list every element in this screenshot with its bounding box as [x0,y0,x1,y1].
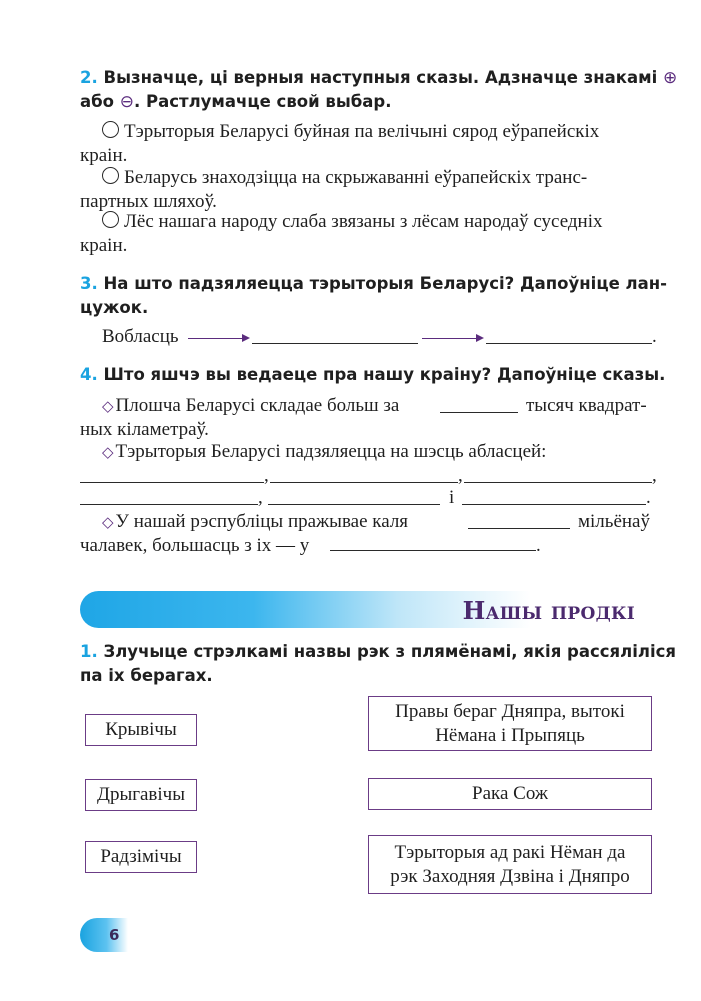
task3-number: 3. [80,274,98,293]
task2-item-3 [102,210,658,234]
dot-2: . [536,535,541,556]
task4-sentence-1a [102,394,399,418]
and-word: і [449,487,455,508]
place-box-1[interactable] [368,696,652,751]
task2-item-3-line1: Лёс нашага народу слаба звязаны з лёсам народаў суседніх [124,211,603,232]
task4-s3-c: чалавек, большасць з іх — у [80,535,310,556]
place-1-line2: Нёмана і Прыпяць [435,724,585,746]
place-2-line1: Рака Сож [472,783,548,804]
task2-item-3-line2: краін. [80,235,128,256]
page-number: 6 [109,926,120,944]
page-number-tab [80,918,128,952]
task4-sentence-2 [102,440,546,464]
task2-item-2-line1: Беларусь знаходзіцца на скрыжаванні еўрапейскіх транс- [124,167,588,188]
chain-end-dot: . [652,326,657,347]
city-blank[interactable] [330,550,536,551]
region-blank-2[interactable] [270,482,458,483]
task2-text-line1: Вызначце, ці верныя наступныя сказы. Адзначце знакамі [103,68,658,87]
chain-blank-2[interactable] [486,343,652,344]
comma-1: , [264,465,269,486]
task2-item-1-line2: краін. [80,145,128,166]
dot-1: . [646,487,651,508]
comma-2: , [458,465,463,486]
section-title: Нашы продкі [462,596,635,625]
task2-question [80,66,677,90]
place-box-3[interactable] [368,835,652,894]
region-blank-1[interactable] [80,482,264,483]
chain-blank-1[interactable] [252,343,418,344]
task2-text-line2-a: або [80,92,114,111]
area-blank[interactable] [440,412,518,413]
answer-circle-3[interactable] [102,211,119,228]
task4-s2: Тэрыторыя Беларусі падзяляецца на шэсць абласцей: [115,441,547,462]
region-blank-6[interactable] [462,504,646,505]
tribe-label-1: Крывічы [105,719,177,740]
task2-number: 2. [80,68,98,87]
task3-text-line2: цужок. [80,298,149,317]
tribe-label-2: Дрыгавічы [96,784,186,805]
place-3-line2: рэк Заходняя Дзвіна і Дняпро [390,865,630,887]
region-blank-4[interactable] [80,504,258,505]
task4-s3-b: мільёнаў [578,511,650,532]
task4-number: 4. [80,365,98,384]
task3-text-line1: На што падзяляецца тэрыторыя Беларусі? Дапоўніце лан- [103,274,667,293]
region-blank-5[interactable] [268,504,440,505]
chain-arrow-1 [188,338,248,339]
diamond-icon: ◇ [102,443,114,461]
task2-item-1-line1: Тэрыторыя Беларусі буйная па велічыні сярод еўрапейскіх [124,121,600,142]
task2-text-line2-b: . Растлумачце свой выбар. [134,92,392,111]
place-1-line1: Правы бераг Дняпра, вытокі [395,700,625,722]
comma-3: , [652,465,657,486]
population-blank[interactable] [468,528,570,529]
answer-circle-1[interactable] [102,121,119,138]
task4-s3-a: У нашай рэспубліцы пражывае каля [115,511,409,532]
tribe-box-1[interactable] [85,714,197,746]
plus-circle-icon: ⊕ [663,68,678,88]
place-3-line1: Тэрыторыя ад ракі Нёман да [394,841,626,863]
task1b-text-line2: па іх берагах. [80,666,213,685]
task2-item-2-line2: партных шляхоў. [80,191,217,212]
answer-circle-2[interactable] [102,167,119,184]
task4-s1-b: тысяч квадрат- [526,395,647,416]
minus-circle-icon: ⊖ [119,92,134,112]
region-blank-3[interactable] [464,482,652,483]
task1b-text-line1: Злучыце стрэлкамі назвы рэк з плямёнамі, якія рассяліліся [103,642,677,661]
place-box-2[interactable] [368,778,652,810]
task4-question [80,363,665,387]
task1b-number: 1. [80,642,98,661]
task2-item-1 [102,120,658,144]
task4-s1-c: ных кіламетраў. [80,419,209,440]
comma-4: , [258,487,263,508]
task3-question [80,272,667,296]
task4-s1-a: Плошча Беларусі складае больш за [115,395,400,416]
task4-sentence-3a [102,510,408,534]
task1b-question [80,640,676,664]
diamond-icon: ◇ [102,397,114,415]
task2-question-line2 [80,90,392,114]
chain-start: Вобласць [102,326,179,347]
tribe-box-2[interactable] [85,779,197,811]
task4-text: Што яшчэ вы ведаеце пра нашу краіну? Дапоўніце сказы. [103,365,666,384]
diamond-icon: ◇ [102,513,114,531]
tribe-box-3[interactable] [85,841,197,873]
task2-item-2 [102,166,658,190]
chain-arrow-2 [422,338,482,339]
tribe-label-3: Радзімічы [100,846,182,867]
